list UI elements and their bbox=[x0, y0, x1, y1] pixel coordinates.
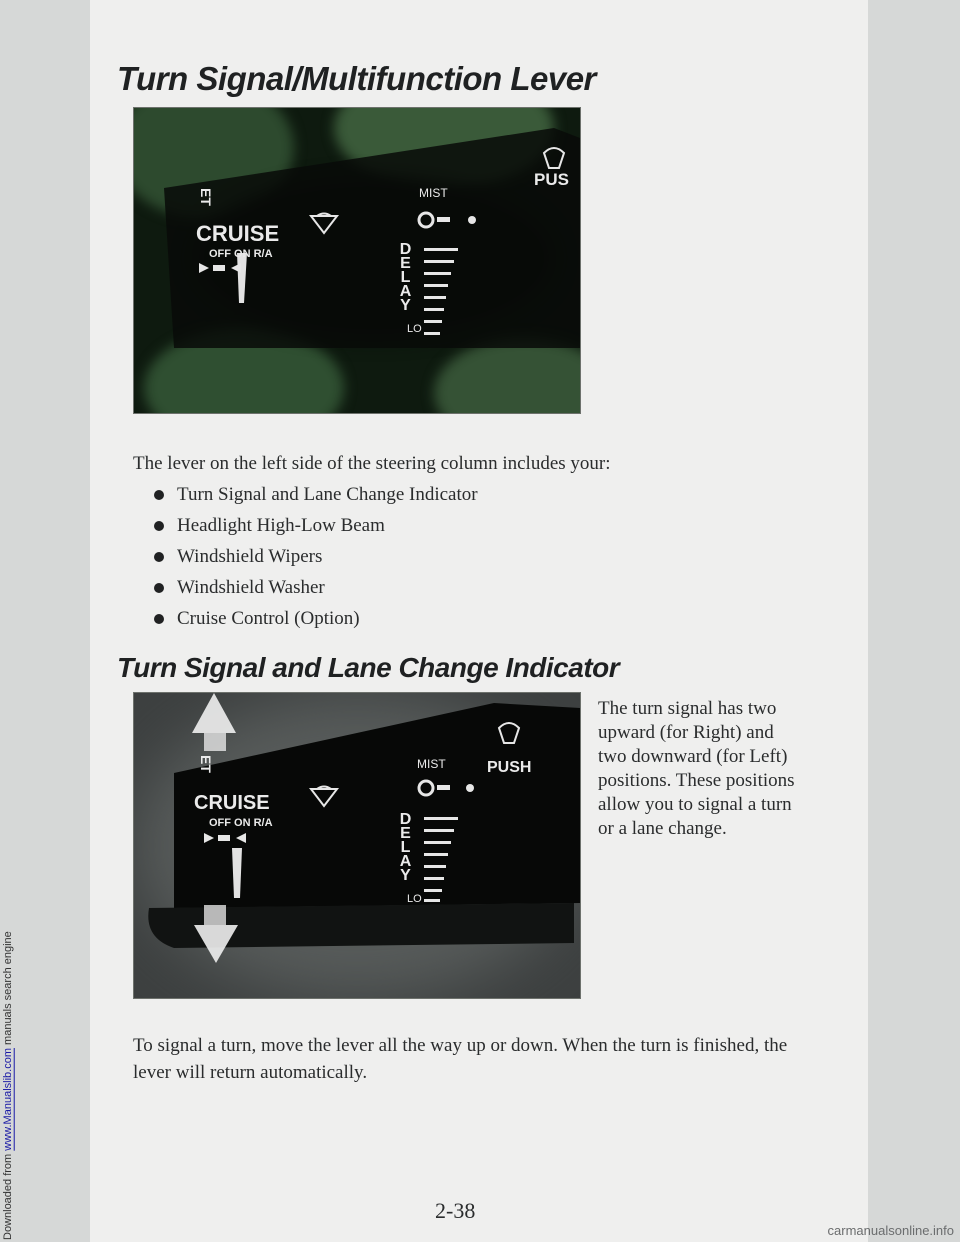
lever-photo bbox=[133, 107, 581, 414]
page-number: 2-38 bbox=[435, 1198, 476, 1223]
list-item: Windshield Wipers bbox=[154, 544, 478, 575]
page-title: Turn Signal/Multifunction Lever bbox=[117, 60, 596, 97]
download-notice: Downloaded from www.Manualslib.com manuals search engine bbox=[2, 931, 14, 1240]
lo-label: LO bbox=[407, 893, 422, 905]
intro-text: The lever on the left side of the steering column includes your: bbox=[133, 453, 611, 474]
set-label: ET bbox=[198, 188, 214, 206]
push-label: PUS bbox=[534, 170, 569, 189]
list-item: Windshield Washer bbox=[154, 575, 478, 606]
watermark: carmanualsonline.info bbox=[827, 1223, 954, 1238]
delay-label: DELAY bbox=[397, 811, 414, 881]
push-label: PUSH bbox=[487, 759, 532, 776]
cruise-states-label: OFF ON R/A bbox=[209, 248, 273, 260]
delay-label: DELAY bbox=[397, 241, 414, 311]
cruise-label: CRUISE bbox=[194, 792, 270, 814]
mist-label: MIST bbox=[419, 186, 448, 200]
list-item: Headlight High-Low Beam bbox=[154, 513, 478, 544]
mist-label: MIST bbox=[417, 757, 446, 771]
bullet-icon bbox=[154, 583, 164, 593]
bullet-icon bbox=[154, 552, 164, 562]
bullet-icon bbox=[154, 490, 164, 500]
bullet-icon bbox=[154, 521, 164, 531]
section-heading: Turn Signal and Lane Change Indicator bbox=[117, 652, 620, 683]
cruise-states-label: OFF ON R/A bbox=[209, 817, 273, 829]
list-item: Turn Signal and Lane Change Indicator bbox=[154, 482, 478, 513]
turn-signal-photo bbox=[133, 692, 581, 999]
cruise-label: CRUISE bbox=[196, 221, 280, 246]
turn-signal-description: The turn signal has two upward (for Right) and two downward (for Left) positions. These positions allow you to signal a turn or a lane change. bbox=[598, 698, 795, 839]
list-item: Cruise Control (Option) bbox=[154, 606, 478, 637]
lo-label: LO bbox=[407, 323, 422, 335]
turn-signal-instructions: To signal a turn, move the lever all the way up or down. When the turn is finished, the lever will return automatically. bbox=[133, 1035, 788, 1083]
set-label: ET bbox=[198, 755, 214, 773]
feature-list bbox=[154, 482, 478, 637]
bullet-icon bbox=[154, 614, 164, 624]
manualslib-link[interactable]: www.Manualslib.com bbox=[2, 1048, 14, 1151]
